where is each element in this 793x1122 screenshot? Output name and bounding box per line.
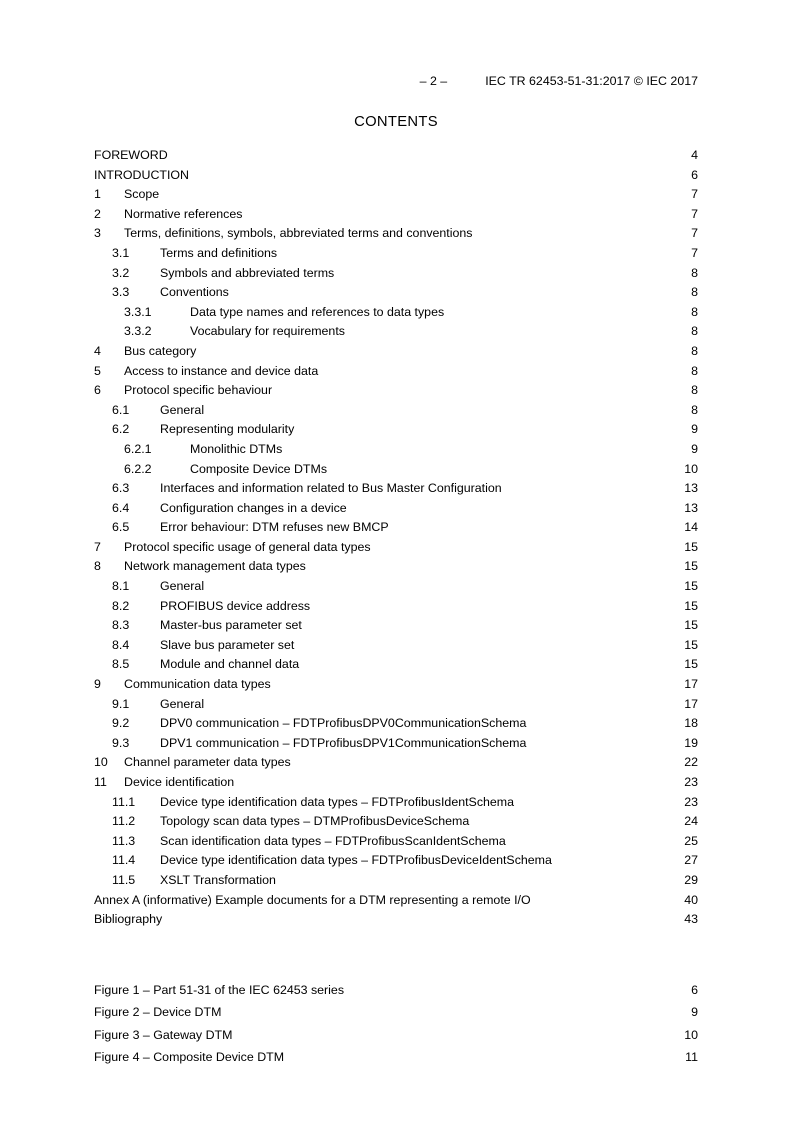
- figure-entry[interactable]: [94, 1001, 698, 1023]
- figure-entry-title: Figure 2 – Device DTM: [94, 1005, 222, 1020]
- toc-entry-title: DPV1 communication – FDTProfibusDPV1CommunicationSchema: [160, 735, 527, 750]
- toc-entry[interactable]: [94, 420, 698, 440]
- toc-entry-title: XSLT Transformation: [160, 872, 276, 887]
- figure-entry-title: Figure 3 – Gateway DTM: [94, 1027, 233, 1042]
- toc-entry[interactable]: [94, 773, 698, 793]
- toc-entry-number: 6.4: [112, 499, 131, 519]
- toc-entry-number: 4: [94, 342, 103, 362]
- toc-entry[interactable]: [94, 401, 698, 421]
- toc-entry-title: General: [160, 402, 205, 417]
- figure-entry-page: 6: [690, 979, 698, 1001]
- toc-entry-number: 10: [94, 753, 110, 773]
- toc-entry-page: 15: [683, 597, 698, 617]
- toc-entry-page: 8: [690, 342, 698, 362]
- toc-entry-page: 40: [683, 891, 698, 911]
- toc-entry[interactable]: [94, 166, 698, 186]
- toc-entry-number: 8.5: [112, 655, 131, 675]
- toc-entry[interactable]: [94, 871, 698, 891]
- figure-entry[interactable]: [94, 979, 698, 1001]
- toc-entry-number: 2: [94, 205, 103, 225]
- toc-entry-page: 8: [690, 283, 698, 303]
- toc-entry-number: 6.5: [112, 518, 131, 538]
- toc-entry-page: 7: [690, 244, 698, 264]
- toc-entry[interactable]: [94, 264, 698, 284]
- toc-entry-page: 7: [690, 205, 698, 225]
- toc-entry-page: 6: [690, 166, 698, 186]
- toc-entry-number: 9: [94, 675, 103, 695]
- toc-entry-page: 4: [690, 146, 698, 166]
- toc-entry-page: 22: [683, 753, 698, 773]
- toc-entry-number: 1: [94, 185, 103, 205]
- figure-entry-title: Figure 1 – Part 51-31 of the IEC 62453 series: [94, 983, 345, 997]
- toc-entry-page: 13: [683, 479, 698, 499]
- toc-entry[interactable]: [94, 185, 698, 205]
- toc-entry[interactable]: [94, 342, 698, 362]
- toc-entry-number: 8.2: [112, 597, 131, 617]
- toc-entry-number: 3: [94, 224, 103, 244]
- toc-entry-page: 19: [683, 734, 698, 754]
- toc-entry-title: Channel parameter data types: [124, 755, 291, 770]
- toc-entry-page: 23: [683, 793, 698, 813]
- toc-entry[interactable]: [94, 597, 698, 617]
- toc-entry-title: Conventions: [160, 285, 229, 300]
- toc-entry-number: 11: [94, 773, 109, 793]
- toc-entry-page: 8: [690, 362, 698, 382]
- toc-entry-title: FOREWORD: [94, 148, 168, 162]
- toc-entry-number: 6.2: [112, 420, 131, 440]
- toc-entry-title: Protocol specific behaviour: [124, 383, 273, 398]
- toc-entry-title: Annex A (informative) Example documents for a DTM representing a remote I/O: [94, 892, 531, 907]
- toc-entry-title: Device type identification data types – FDTProfibusDeviceIdentSchema: [160, 853, 552, 868]
- toc-entry[interactable]: [94, 479, 698, 499]
- toc-entry-number: 3.3.1: [124, 303, 154, 323]
- toc-entry-number: 5: [94, 362, 103, 382]
- figure-entry-page: 11: [684, 1046, 698, 1068]
- list-of-figures: [94, 979, 698, 1068]
- toc-entry[interactable]: [94, 460, 698, 480]
- toc-entry-page: 8: [690, 264, 698, 284]
- toc-entry[interactable]: [94, 538, 698, 558]
- toc-entry[interactable]: [94, 655, 698, 675]
- toc-entry-number: 3.1: [112, 244, 131, 264]
- toc-entry-number: 6: [94, 381, 103, 401]
- toc-entry-page: 8: [690, 381, 698, 401]
- toc-entry-number: 11.2: [112, 812, 137, 832]
- toc-entry[interactable]: [94, 224, 698, 244]
- toc-entry-page: 9: [690, 420, 698, 440]
- toc-entry[interactable]: [94, 283, 698, 303]
- toc-entry-page: 8: [690, 401, 698, 421]
- toc-entry-number: 11.3: [112, 832, 137, 852]
- toc-entry-page: 27: [683, 851, 698, 871]
- toc-entry-title: Topology scan data types – DTMProfibusDeviceSchema: [160, 814, 470, 829]
- document-id: IEC TR 62453-51-31:2017 © IEC 2017: [485, 74, 698, 88]
- toc-entry[interactable]: [94, 714, 698, 734]
- toc-entry[interactable]: [94, 146, 698, 166]
- figure-entry[interactable]: [94, 1046, 698, 1068]
- toc-entry-title: Scope: [124, 187, 160, 202]
- toc-entry-title: PROFIBUS device address: [160, 598, 311, 613]
- table-of-contents: [94, 146, 698, 930]
- toc-entry-number: 3.3: [112, 283, 131, 303]
- toc-entry-number: 8.4: [112, 636, 131, 656]
- toc-entry-title: Access to instance and device data: [124, 363, 319, 378]
- toc-entry-title: Representing modularity: [160, 422, 295, 437]
- toc-entry-title: Protocol specific usage of general data types: [124, 539, 371, 554]
- toc-entry[interactable]: [94, 832, 698, 852]
- toc-entry-page: 14: [683, 518, 698, 538]
- toc-entry-title: Normative references: [124, 206, 243, 221]
- toc-entry-title: Network management data types: [124, 559, 306, 574]
- toc-entry-number: 6.3: [112, 479, 131, 499]
- toc-entry-page: 10: [683, 460, 698, 480]
- toc-entry-page: 43: [683, 910, 698, 930]
- toc-entry-number: 7: [94, 538, 103, 558]
- toc-entry-number: 6.1: [112, 401, 131, 421]
- toc-entry-page: 15: [683, 655, 698, 675]
- toc-entry-number: 3.2: [112, 264, 131, 284]
- toc-entry-page: 15: [683, 636, 698, 656]
- toc-entry-title: Slave bus parameter set: [160, 637, 295, 652]
- toc-entry[interactable]: [94, 910, 698, 930]
- toc-entry-title: Device type identification data types – FDTProfibusIdentSchema: [160, 794, 515, 809]
- toc-entry-page: 15: [683, 538, 698, 558]
- toc-entry-page: 29: [683, 871, 698, 891]
- toc-entry-title: INTRODUCTION: [94, 167, 189, 182]
- toc-entry[interactable]: [94, 518, 698, 538]
- toc-entry-number: 8.1: [112, 577, 131, 597]
- toc-entry[interactable]: [94, 557, 698, 577]
- toc-entry-number: 9.3: [112, 734, 131, 754]
- page-header: [94, 74, 698, 88]
- toc-entry-page: 18: [683, 714, 698, 734]
- toc-entry-title: Monolithic DTMs: [190, 441, 283, 456]
- toc-entry-number: 6.2.1: [124, 440, 154, 460]
- figure-entry-page: 10: [683, 1024, 698, 1046]
- toc-entry[interactable]: [94, 753, 698, 773]
- toc-entry-title: Terms and definitions: [160, 245, 278, 260]
- figure-entry[interactable]: [94, 1024, 698, 1046]
- toc-entry[interactable]: [94, 812, 698, 832]
- toc-entry-page: 7: [690, 185, 698, 205]
- toc-entry[interactable]: [94, 793, 698, 813]
- toc-entry[interactable]: [94, 440, 698, 460]
- toc-entry-title: Configuration changes in a device: [160, 500, 347, 515]
- toc-entry-page: 15: [683, 557, 698, 577]
- toc-entry-title: Data type names and references to data types: [190, 304, 445, 319]
- toc-entry-title: General: [160, 579, 205, 594]
- toc-entry-page: 24: [683, 812, 698, 832]
- toc-entry-title: Communication data types: [124, 677, 271, 692]
- toc-entry-title: Interfaces and information related to Bus Master Configuration: [160, 481, 502, 496]
- toc-entry[interactable]: [94, 695, 698, 715]
- toc-entry-page: 7: [690, 224, 698, 244]
- toc-entry-title: Scan identification data types – FDTProfibusScanIdentSchema: [160, 833, 506, 848]
- toc-entry[interactable]: [94, 499, 698, 519]
- figure-entry-title: Figure 4 – Composite Device DTM: [94, 1049, 285, 1064]
- toc-entry[interactable]: [94, 362, 698, 382]
- toc-entry[interactable]: [94, 734, 698, 754]
- toc-entry-number: 3.3.2: [124, 322, 154, 342]
- toc-entry-number: 11.1: [112, 793, 137, 813]
- toc-entry[interactable]: [94, 891, 698, 911]
- toc-entry[interactable]: [94, 381, 698, 401]
- toc-entry[interactable]: [94, 616, 698, 636]
- toc-entry-title: Vocabulary for requirements: [190, 324, 345, 339]
- toc-entry-title: Composite Device DTMs: [190, 461, 328, 476]
- toc-entry-page: 17: [683, 695, 698, 715]
- toc-entry-page: 17: [683, 675, 698, 695]
- toc-entry[interactable]: [94, 303, 698, 323]
- toc-entry-page: 15: [683, 616, 698, 636]
- figure-entry-page: 9: [690, 1001, 698, 1023]
- toc-entry-number: 11.4: [112, 851, 137, 871]
- toc-entry-page: 8: [690, 303, 698, 323]
- toc-entry-title: Error behaviour: DTM refuses new BMCP: [160, 520, 389, 535]
- toc-entry-page: 15: [683, 577, 698, 597]
- toc-entry[interactable]: [94, 244, 698, 264]
- toc-entry-title: Bus category: [124, 343, 197, 358]
- toc-entry-number: 11.5: [112, 871, 137, 891]
- toc-entry-number: 8.3: [112, 616, 131, 636]
- toc-entry-page: 25: [683, 832, 698, 852]
- toc-entry[interactable]: [94, 205, 698, 225]
- page-number: – 2 –: [419, 74, 448, 88]
- toc-entry-title: Module and channel data: [160, 657, 300, 672]
- toc-entry[interactable]: [94, 577, 698, 597]
- toc-entry[interactable]: [94, 675, 698, 695]
- toc-entry[interactable]: [94, 636, 698, 656]
- contents-title: CONTENTS: [354, 114, 438, 130]
- toc-entry-page: 13: [683, 499, 698, 519]
- toc-entry-title: Bibliography: [94, 912, 163, 927]
- toc-entry-title: General: [160, 696, 205, 711]
- toc-entry-title: Master-bus parameter set: [160, 618, 302, 633]
- toc-entry-number: 8: [94, 557, 103, 577]
- toc-entry-number: 6.2.2: [124, 460, 154, 480]
- toc-entry-number: 9.2: [112, 714, 131, 734]
- toc-entry-page: 9: [690, 440, 698, 460]
- toc-entry[interactable]: [94, 322, 698, 342]
- toc-entry-title: Device identification: [124, 775, 235, 789]
- toc-entry-title: Terms, definitions, symbols, abbreviated terms and conventions: [124, 226, 473, 241]
- toc-entry-title: DPV0 communication – FDTProfibusDPV0CommunicationSchema: [160, 716, 527, 731]
- toc-entry-page: 8: [690, 322, 698, 342]
- toc-entry-title: Symbols and abbreviated terms: [160, 265, 335, 280]
- toc-entry-number: 9.1: [112, 695, 131, 715]
- toc-entry[interactable]: [94, 851, 698, 871]
- toc-entry-page: 23: [683, 773, 698, 793]
